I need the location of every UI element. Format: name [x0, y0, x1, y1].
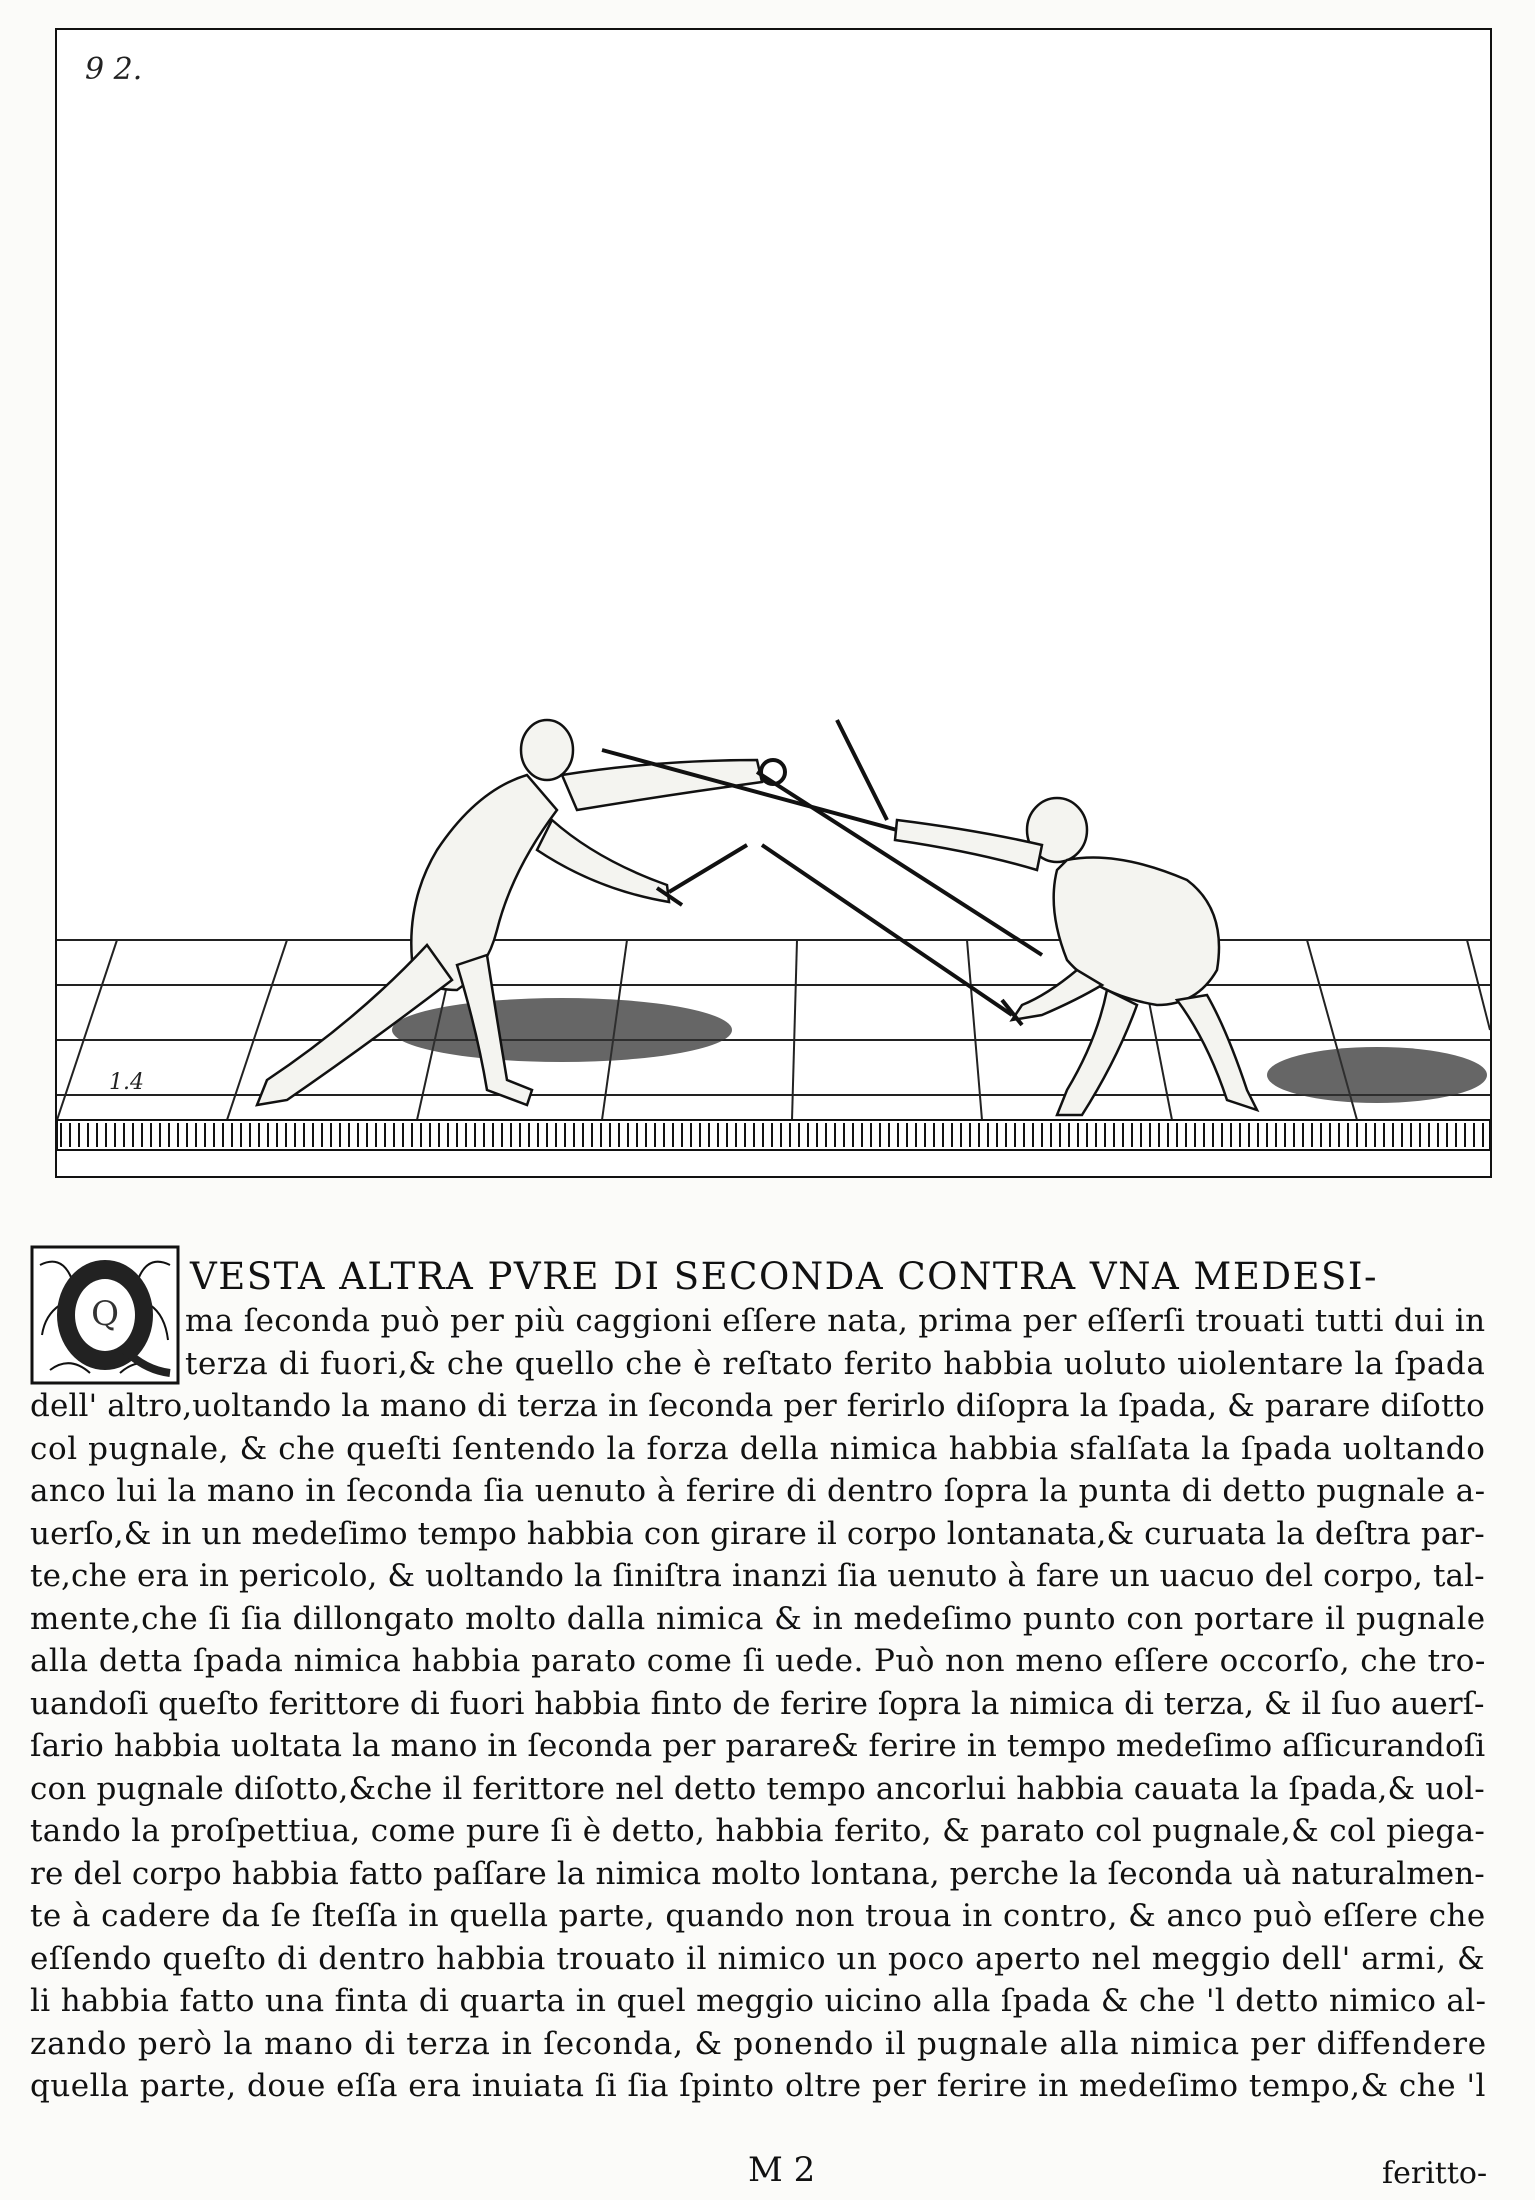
text-line: col pugnale, & che queſti ſentendo la forza della nimica habbia sfalſata la ſpada uoltando: [30, 1430, 1486, 1467]
shadow-right: [1267, 1047, 1487, 1103]
chapter-heading: VESTA ALTRA PVRE DI SECONDA CONTRA VNA MEDESI-: [190, 1255, 1378, 1298]
fencing-illustration: [57, 30, 1490, 1176]
text-line: ſario habbia uoltata la mano in ſeconda per parare& ferire in tempo medeſimo aſſicurandoſi: [30, 1728, 1486, 1764]
text-line: mente,che ſi ſia dillongato molto dalla nimica & in medeſimo punto con portare il pugnale: [30, 1600, 1486, 1637]
text-line: alla detta ſpada nimica habbia parato come ſi uede. Può non meno eſſere occorſo, che tro-: [30, 1643, 1486, 1679]
catchword: feritto-: [1382, 2156, 1488, 2191]
text-line: te à cadere da ſe ſteſſa in quella parte, quando non troua in contro, & anco può eſſere che: [30, 1898, 1486, 1934]
right-fencer: [895, 798, 1257, 1115]
text-line: li habbia fatto una finta di quarta in quel meggio uicino alla ſpada & che 'l detto nimico al-: [30, 1983, 1487, 2019]
text-line: ma ſeconda può per più caggioni eſſere nata, prima per eſſerſi trouati tutti dui in: [185, 1303, 1486, 1339]
text-line: eſſendo queſto di dentro habbia trouato il nimico un poco aperto nel meggio dell' armi, &: [30, 1940, 1486, 1977]
engraving-plate: [55, 28, 1492, 1178]
text-line: te,che era in pericolo, & uoltando la ſiniſtra inanzi ſia uenuto à fare un uacuo del corpo, tal-: [30, 1558, 1485, 1594]
text-line: tando la proſpettiua, come pure ſi è detto, habbia ferito, & parato col pugnale,& col piega-: [30, 1813, 1486, 1849]
initial-letter: Q: [91, 1294, 119, 1334]
text-line: con pugnale diſotto,&che il ferittore nel detto tempo ancorlui habbia cauata la ſpada,& uol-: [30, 1770, 1485, 1807]
text-line: quella parte, doue eſſa era inuiata ſi ſia ſpinto oltre per ferire in medeſimo tempo,& che 'l: [30, 2068, 1486, 2104]
right-weapons: [602, 720, 1022, 1025]
figure-number: 1.4: [109, 1070, 144, 1095]
decorated-initial: [30, 1245, 180, 1385]
text-line: zando però la mano di terza in ſeconda, & ponendo il pugnale alla nimica per diffendere: [30, 2025, 1487, 2062]
shadow-left: [392, 998, 732, 1062]
signature-mark: M 2: [748, 2150, 816, 2190]
text-line: uerſo,& in un medeſimo tempo habbia con girare il corpo lontanata,& curuata la deſtra par-: [30, 1515, 1485, 1552]
text-line: anco lui la mano in ſeconda ſia uenuto à ferire di dentro ſopra la punta di detto pugnale a-: [30, 1473, 1486, 1509]
text-line: terza di fuori,& che quello che è reſtato ferito habbia uoluto uiolentare la ſpada: [185, 1345, 1486, 1382]
text-line: dell' altro,uoltando la mano di terza in ſeconda per ferirlo diſopra la ſpada, & parare diſotto: [30, 1388, 1485, 1424]
plate-page-number: 9 2.: [85, 52, 143, 87]
text-line: re del corpo habbia fatto paſſare la nimica molto lontana, perche la ſeconda uà naturalmen-: [30, 1855, 1485, 1892]
text-line: uandoſi queſto ferittore di fuori habbia finto de ferire ſopra la nimica di terza, & il ſuo auerſ-: [30, 1685, 1485, 1722]
